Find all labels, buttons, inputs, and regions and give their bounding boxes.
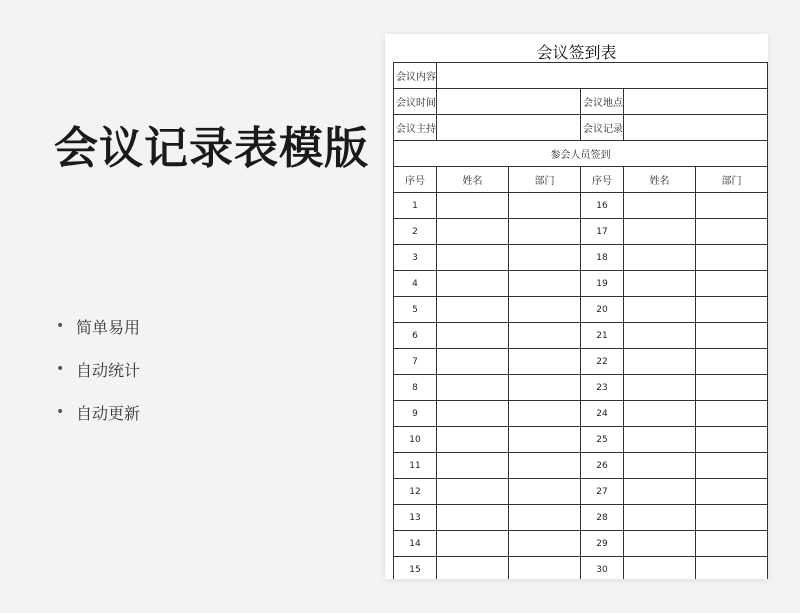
dept-cell[interactable] xyxy=(509,349,581,375)
attendee-row xyxy=(394,323,768,349)
feature-item xyxy=(56,398,140,426)
section-title: 参会人员签到 xyxy=(394,141,768,167)
hero-title: 会议记录表模版 xyxy=(54,123,369,174)
dept-cell[interactable] xyxy=(509,271,581,297)
attendee-row xyxy=(394,349,768,375)
dept-cell[interactable] xyxy=(696,193,768,219)
name-cell[interactable] xyxy=(437,531,509,557)
dept-cell[interactable] xyxy=(696,323,768,349)
name-cell[interactable] xyxy=(624,453,696,479)
feature-label: 自动统计 xyxy=(76,360,141,380)
row-index: 13 xyxy=(394,505,437,531)
dept-cell[interactable] xyxy=(509,297,581,323)
row-index: 28 xyxy=(581,505,624,531)
recorder-value-cell[interactable] xyxy=(624,115,768,141)
row-index: 24 xyxy=(581,401,624,427)
content-label: 会议内容 xyxy=(394,63,437,89)
dept-cell[interactable] xyxy=(696,427,768,453)
name-cell[interactable] xyxy=(624,479,696,505)
dept-cell[interactable] xyxy=(509,557,581,580)
name-cell[interactable] xyxy=(437,375,509,401)
row-index: 19 xyxy=(581,271,624,297)
row-index: 21 xyxy=(581,323,624,349)
attendee-row xyxy=(394,245,768,271)
feature-label: 简单易用 xyxy=(76,317,141,337)
name-cell[interactable] xyxy=(624,271,696,297)
dept-cell[interactable] xyxy=(509,323,581,349)
dept-cell[interactable] xyxy=(509,219,581,245)
name-cell[interactable] xyxy=(437,453,509,479)
row-index: 25 xyxy=(581,427,624,453)
row-index: 5 xyxy=(394,297,437,323)
bullet-icon: • xyxy=(56,361,65,377)
location-value-cell[interactable] xyxy=(624,89,768,115)
attendee-row xyxy=(394,401,768,427)
dept-cell[interactable] xyxy=(509,479,581,505)
feature-list xyxy=(56,312,140,441)
sign-in-sheet-preview xyxy=(385,34,768,579)
dept-cell[interactable] xyxy=(509,427,581,453)
dept-cell[interactable] xyxy=(696,349,768,375)
name-cell[interactable] xyxy=(437,245,509,271)
row-index: 27 xyxy=(581,479,624,505)
dept-cell[interactable] xyxy=(696,505,768,531)
attendee-row xyxy=(394,479,768,505)
row-index: 17 xyxy=(581,219,624,245)
name-cell[interactable] xyxy=(624,219,696,245)
dept-cell[interactable] xyxy=(509,375,581,401)
host-recorder-row xyxy=(394,115,768,141)
name-cell[interactable] xyxy=(624,297,696,323)
content-row xyxy=(394,63,768,89)
attendee-row xyxy=(394,557,768,580)
row-index: 9 xyxy=(394,401,437,427)
dept-cell[interactable] xyxy=(696,271,768,297)
dept-cell[interactable] xyxy=(509,245,581,271)
name-cell[interactable] xyxy=(624,557,696,580)
row-index: 23 xyxy=(581,375,624,401)
dept-cell[interactable] xyxy=(509,193,581,219)
attendee-row xyxy=(394,271,768,297)
header-index: 序号 xyxy=(581,167,624,193)
name-cell[interactable] xyxy=(437,557,509,580)
sheet-title: 会议签到表 xyxy=(536,43,617,62)
row-index: 3 xyxy=(394,245,437,271)
header-dept: 部门 xyxy=(509,167,581,193)
attendee-row xyxy=(394,453,768,479)
row-index: 14 xyxy=(394,531,437,557)
row-index: 22 xyxy=(581,349,624,375)
host-value-cell[interactable] xyxy=(437,115,581,141)
name-cell[interactable] xyxy=(437,479,509,505)
attendee-row xyxy=(394,531,768,557)
row-index: 1 xyxy=(394,193,437,219)
name-cell[interactable] xyxy=(437,271,509,297)
section-row xyxy=(394,141,768,167)
name-cell[interactable] xyxy=(437,401,509,427)
content-value-cell[interactable] xyxy=(437,63,768,89)
name-cell[interactable] xyxy=(437,349,509,375)
row-index: 20 xyxy=(581,297,624,323)
row-index: 7 xyxy=(394,349,437,375)
header-index: 序号 xyxy=(394,167,437,193)
feature-label: 自动更新 xyxy=(76,403,141,423)
recorder-label: 会议记录 xyxy=(581,115,624,141)
name-cell[interactable] xyxy=(624,427,696,453)
feature-item xyxy=(56,312,140,340)
row-index: 16 xyxy=(581,193,624,219)
row-index: 11 xyxy=(394,453,437,479)
dept-cell[interactable] xyxy=(696,297,768,323)
row-index: 6 xyxy=(394,323,437,349)
location-label: 会议地点 xyxy=(581,89,624,115)
header-dept: 部门 xyxy=(696,167,768,193)
attendee-row xyxy=(394,427,768,453)
time-value-cell[interactable] xyxy=(437,89,581,115)
attendee-row xyxy=(394,297,768,323)
row-index: 30 xyxy=(581,557,624,580)
row-index: 26 xyxy=(581,453,624,479)
row-index: 8 xyxy=(394,375,437,401)
row-index: 15 xyxy=(394,557,437,580)
name-cell[interactable] xyxy=(624,531,696,557)
row-index: 10 xyxy=(394,427,437,453)
header-row xyxy=(394,167,768,193)
sign-in-table xyxy=(393,62,768,579)
name-cell[interactable] xyxy=(624,505,696,531)
header-name: 姓名 xyxy=(624,167,696,193)
bullet-icon: • xyxy=(56,404,65,420)
dept-cell[interactable] xyxy=(696,479,768,505)
attendee-row xyxy=(394,193,768,219)
name-cell[interactable] xyxy=(437,219,509,245)
name-cell[interactable] xyxy=(624,401,696,427)
host-label: 会议主持 xyxy=(394,115,437,141)
name-cell[interactable] xyxy=(624,323,696,349)
attendee-row xyxy=(394,375,768,401)
dept-cell[interactable] xyxy=(696,557,768,580)
dept-cell[interactable] xyxy=(696,401,768,427)
attendee-row xyxy=(394,505,768,531)
name-cell[interactable] xyxy=(624,375,696,401)
dept-cell[interactable] xyxy=(509,505,581,531)
dept-cell[interactable] xyxy=(509,531,581,557)
dept-cell[interactable] xyxy=(696,453,768,479)
name-cell[interactable] xyxy=(437,505,509,531)
bullet-icon: • xyxy=(56,318,65,334)
name-cell[interactable] xyxy=(437,323,509,349)
dept-cell[interactable] xyxy=(696,531,768,557)
name-cell[interactable] xyxy=(624,349,696,375)
attendee-row xyxy=(394,219,768,245)
dept-cell[interactable] xyxy=(696,375,768,401)
dept-cell[interactable] xyxy=(509,453,581,479)
name-cell[interactable] xyxy=(624,193,696,219)
name-cell[interactable] xyxy=(437,427,509,453)
header-name: 姓名 xyxy=(437,167,509,193)
name-cell[interactable] xyxy=(624,245,696,271)
time-label: 会议时间 xyxy=(394,89,437,115)
dept-cell[interactable] xyxy=(696,219,768,245)
name-cell[interactable] xyxy=(437,297,509,323)
row-index: 2 xyxy=(394,219,437,245)
name-cell[interactable] xyxy=(437,193,509,219)
dept-cell[interactable] xyxy=(696,245,768,271)
row-index: 4 xyxy=(394,271,437,297)
feature-item xyxy=(56,355,140,383)
time-location-row xyxy=(394,89,768,115)
row-index: 29 xyxy=(581,531,624,557)
dept-cell[interactable] xyxy=(509,401,581,427)
row-index: 18 xyxy=(581,245,624,271)
row-index: 12 xyxy=(394,479,437,505)
